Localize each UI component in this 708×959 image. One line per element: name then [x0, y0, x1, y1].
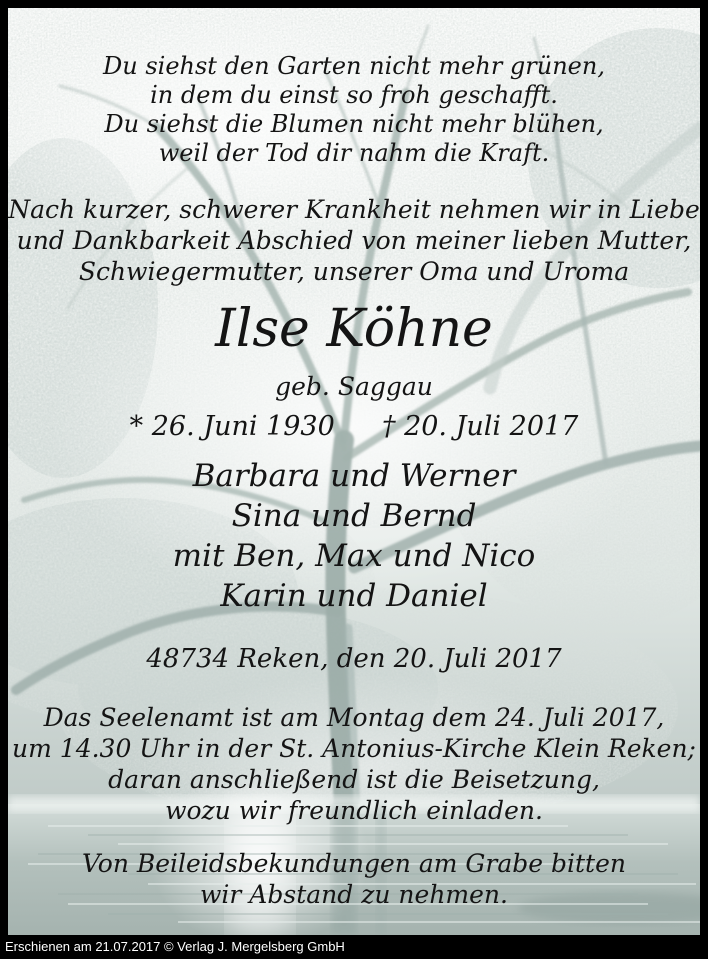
announcement-line: Schwiegermutter, unserer Oma und Uroma: [78, 257, 630, 286]
deceased-name: Ilse Köhne: [215, 299, 493, 359]
announcement-line: und Dankbarkeit Abschied von meiner lieben Mutter,: [16, 226, 692, 255]
memorial-background-image: [8, 8, 700, 935]
notice-content: [8, 8, 700, 935]
announcement-line: Nach kurzer, schwerer Krankheit nehmen wir in Liebe: [8, 195, 700, 224]
publisher-credit-bar: [0, 935, 708, 959]
place-and-date: 48734 Reken, den 20. Juli 2017: [146, 644, 562, 674]
poem-line: in dem du einst so froh geschafft.: [150, 81, 558, 109]
service-line: daran anschließend ist die Beisetzung,: [108, 765, 600, 794]
mourner-line: Karin und Daniel: [220, 578, 488, 614]
maiden-name: geb. Saggau: [275, 372, 433, 401]
mourner-line: Sina und Bernd: [231, 498, 477, 534]
mourners-list: [8, 456, 700, 616]
service-line: wozu wir freundlich einladen.: [165, 796, 543, 825]
birth-star-symbol: *: [129, 411, 144, 442]
service-line: um 14.30 Uhr in der St. Antonius-Kirche Klein Reken;: [12, 734, 696, 763]
memorial-poem: [8, 52, 700, 168]
announcement-text: [8, 194, 700, 287]
death-date: 20. Juli 2017: [404, 411, 579, 442]
condolence-line: wir Abstand zu nehmen.: [200, 880, 508, 909]
condolence-line: Von Beileidsbekundungen am Grabe bitten: [82, 849, 626, 878]
mourner-line: Barbara und Werner: [192, 458, 516, 494]
condolence-note: [8, 848, 700, 910]
poem-line: weil der Tod dir nahm die Kraft.: [158, 139, 550, 167]
publisher-credit: Erschienen am 21.07.2017 © Verlag J. Mergelsberg GmbH: [5, 939, 345, 954]
mourner-line: mit Ben, Max und Nico: [172, 538, 536, 574]
funeral-service-info: [8, 702, 700, 826]
service-line: Das Seelenamt ist am Montag dem 24. Juli 2017,: [43, 703, 665, 732]
birth-date: 26. Juni 1930: [151, 411, 335, 442]
life-dates: [8, 410, 700, 444]
death-cross-symbol: †: [381, 411, 396, 442]
poem-line: Du siehst den Garten nicht mehr grünen,: [103, 52, 605, 80]
poem-line: Du siehst die Blumen nicht mehr blühen,: [104, 110, 604, 138]
